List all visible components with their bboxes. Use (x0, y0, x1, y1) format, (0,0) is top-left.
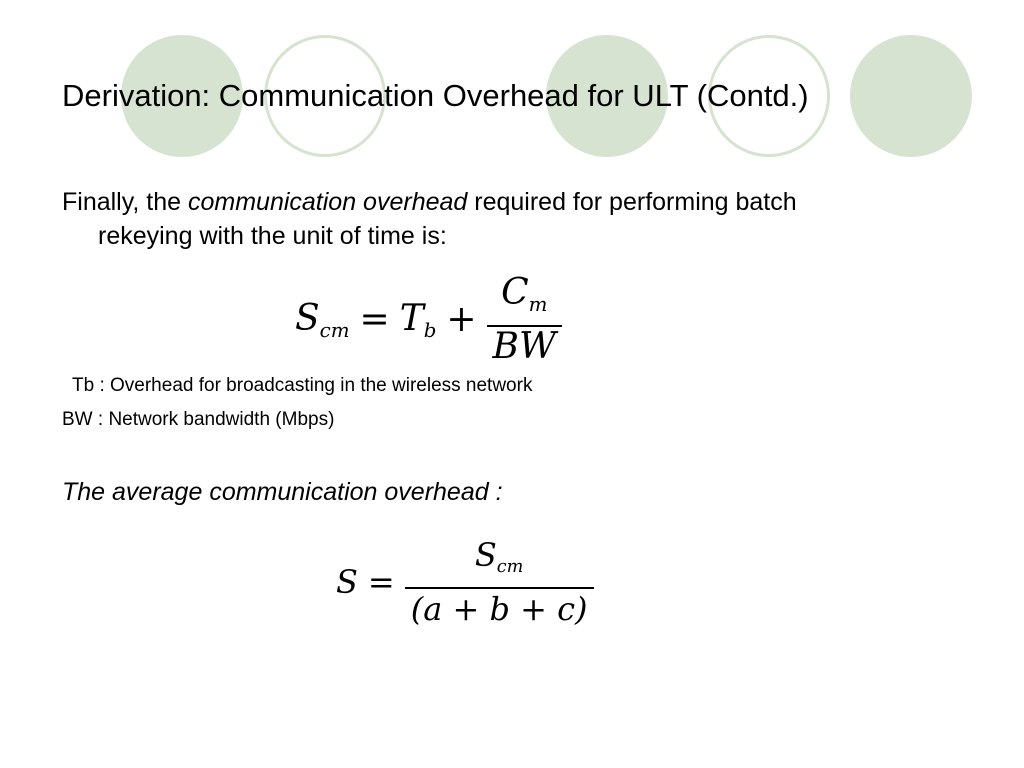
intro-paragraph (62, 185, 942, 253)
paragraph-prefix: Finally, the (62, 188, 182, 216)
formula2-denominator: (a + b + c) (410, 590, 588, 629)
paragraph-emphasis: communication overhead (187, 188, 468, 216)
formula1-equals: = (359, 299, 390, 341)
note-tb: Tb : Overhead for broadcasting in the wireless network (72, 375, 533, 396)
formula-overhead (295, 273, 562, 367)
note-bw: BW : Network bandwidth (Mbps) (62, 409, 335, 430)
formula1-plus: + (446, 299, 477, 341)
formula-average-overhead (336, 535, 594, 629)
formula2-equals: = (367, 563, 395, 602)
formula2-numerator: $S_{cm}$ (474, 536, 524, 578)
formula1-numerator: $C_m$ (501, 272, 548, 316)
formula2-fraction (405, 535, 594, 629)
formula1-term1: $T_b$ (399, 298, 437, 342)
paragraph-suffix: required for performing batch (474, 188, 797, 216)
slide-title: Derivation: Communication Overhead for ULT (Contd.) (62, 78, 809, 113)
formula1-denominator: BW (492, 325, 557, 367)
formula2-lhs: S (336, 563, 358, 602)
subheading: The average communication overhead : (62, 478, 503, 506)
formula1-lhs: $S_{cm}$ (295, 298, 350, 342)
decorative-circle-filled (850, 35, 972, 157)
formula1-fraction (487, 273, 562, 367)
paragraph-line2: rekeying with the unit of time is: (98, 222, 447, 250)
